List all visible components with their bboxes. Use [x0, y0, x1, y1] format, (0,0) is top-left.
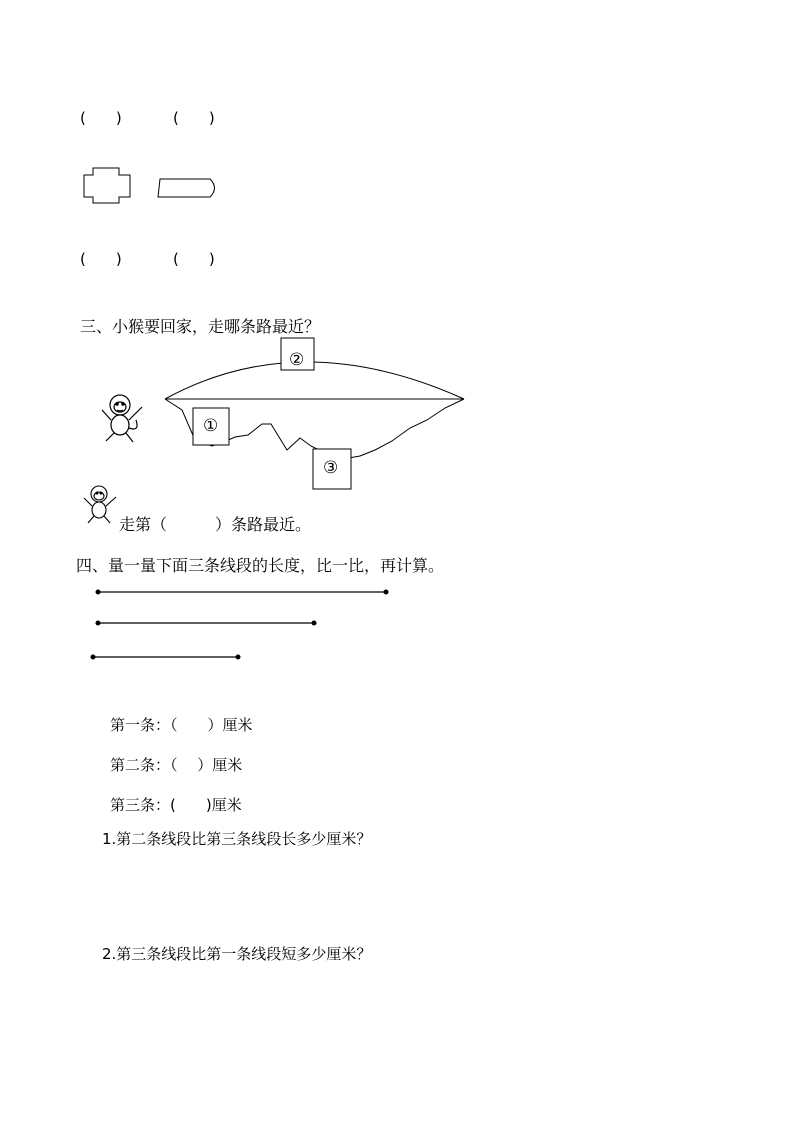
segment-1	[96, 590, 389, 595]
section-4-title: 四、量一量下面三条线段的长度，比一比，再计算。	[76, 556, 445, 575]
section-3-title: 三、小猴要回家，走哪条路最近？	[80, 317, 321, 336]
section-3-answer[interactable]: 走第（ ）条路最近。	[119, 515, 312, 534]
path-label-3: ③	[323, 458, 339, 478]
answer-blank-4[interactable]: ( )	[173, 250, 215, 268]
answer-blank-1[interactable]: ( )	[80, 109, 122, 127]
path-label-1: ①	[203, 416, 219, 436]
segment-2	[96, 621, 317, 626]
answer-blank-2[interactable]: ( )	[173, 109, 215, 127]
question-1: 1.第二条线段比第三条线段长多少厘米？	[102, 830, 372, 848]
question-2: 2.第三条线段比第一条线段短多少厘米？	[102, 945, 372, 963]
measure-line-3[interactable]: 第三条：( )厘米	[110, 796, 242, 814]
answer-blank-3[interactable]: ( )	[80, 250, 122, 268]
path-label-2: ②	[289, 350, 305, 370]
segment-3	[91, 655, 241, 660]
measure-line-1[interactable]: 第一条：（ ）厘米	[110, 716, 253, 734]
measure-line-2[interactable]: 第二条：（ ）厘米	[110, 756, 243, 774]
